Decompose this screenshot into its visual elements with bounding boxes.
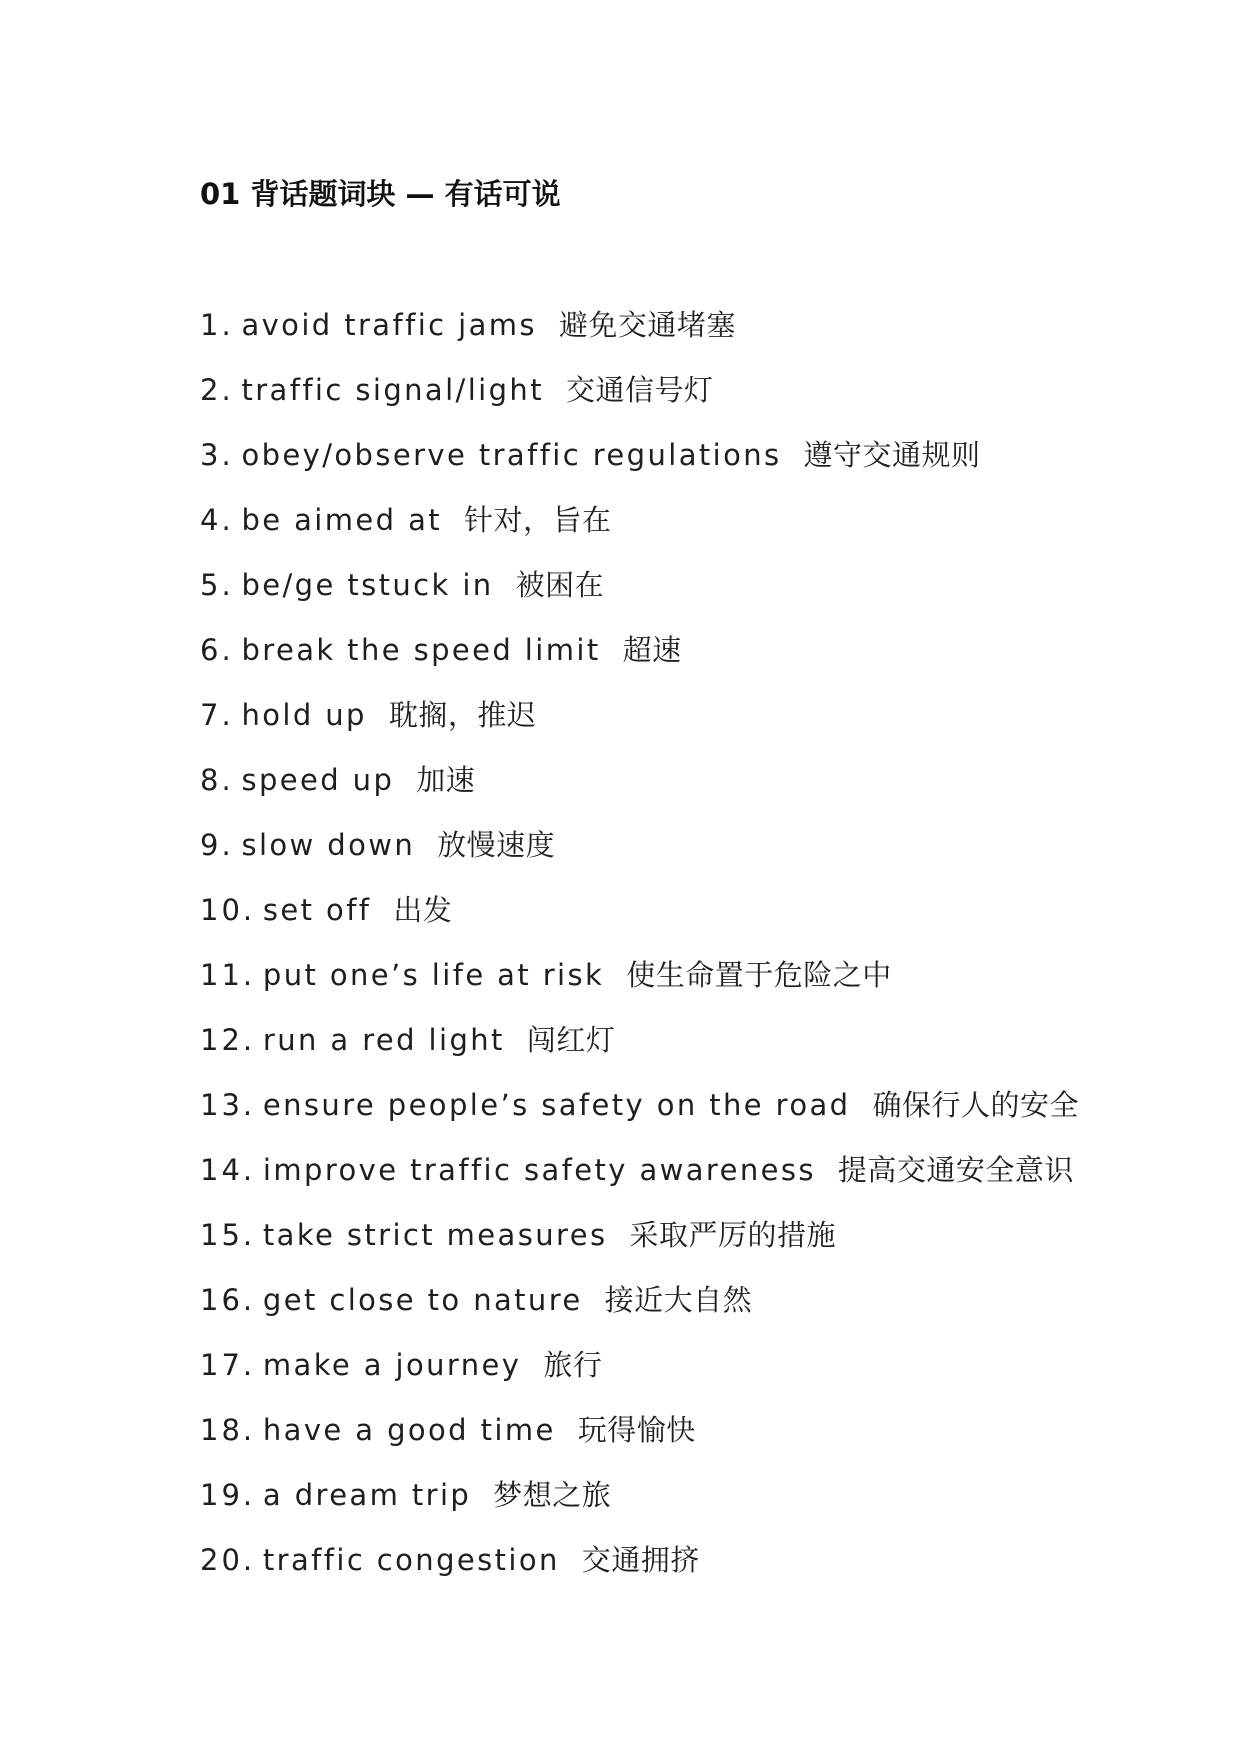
chinese-translation: 加速 [416, 763, 476, 797]
number-separator: . [242, 1543, 253, 1577]
english-phrase: break the speed limit [241, 633, 601, 667]
item-number: 18 [200, 1413, 243, 1447]
item-number: 5 [200, 568, 222, 602]
item-number: 6 [200, 633, 222, 667]
vocab-item [200, 500, 1079, 565]
item-number: 9 [200, 828, 222, 862]
page-title: 01 背话题词块 — 有话可说 [200, 177, 561, 211]
english-phrase: speed up [241, 763, 395, 797]
item-number: 11 [200, 958, 243, 992]
chinese-translation: 玩得愉快 [577, 1413, 696, 1447]
chinese-translation: 针对，旨在 [464, 503, 612, 537]
item-number: 16 [200, 1283, 243, 1317]
item-number: 7 [200, 698, 222, 732]
english-phrase: run a red light [262, 1023, 505, 1057]
english-phrase: hold up [241, 698, 367, 732]
chinese-translation: 接近大自然 [604, 1283, 753, 1317]
number-separator: . [242, 893, 253, 927]
vocab-item [200, 1280, 1079, 1345]
chinese-translation: 采取严厉的措施 [629, 1218, 836, 1252]
number-separator: . [242, 1283, 253, 1317]
english-phrase: get close to nature [262, 1283, 583, 1317]
number-separator: . [221, 633, 231, 667]
vocab-item [200, 955, 1079, 1020]
vocab-item [200, 760, 1079, 825]
english-phrase: put one’s life at risk [262, 958, 605, 992]
item-number: 4 [200, 503, 222, 537]
english-phrase: have a good time [262, 1413, 556, 1447]
vocab-item [200, 1345, 1079, 1410]
item-number: 10 [200, 893, 243, 927]
item-number: 14 [200, 1153, 243, 1187]
item-number: 2 [200, 373, 222, 407]
vocab-item [200, 305, 1079, 370]
item-number: 17 [200, 1348, 243, 1382]
item-number: 12 [200, 1023, 243, 1057]
vocab-list [200, 305, 1079, 1605]
vocab-item [200, 825, 1079, 890]
number-separator: . [242, 1413, 253, 1447]
item-number: 20 [200, 1543, 243, 1577]
english-phrase: be/ge tstuck in [241, 568, 494, 602]
item-number: 1 [200, 308, 222, 342]
number-separator: . [221, 568, 231, 602]
english-phrase: a dream trip [262, 1478, 472, 1512]
item-number: 3 [200, 438, 222, 472]
english-phrase: avoid traffic jams [241, 308, 537, 342]
number-separator: . [242, 1088, 253, 1122]
english-phrase: be aimed at [241, 503, 443, 537]
english-phrase: set off [262, 893, 372, 927]
chinese-translation: 避免交通堵塞 [558, 308, 736, 342]
number-separator: . [242, 1478, 253, 1512]
number-separator: . [221, 763, 231, 797]
vocab-item [200, 565, 1079, 630]
chinese-translation: 超速 [622, 633, 682, 667]
number-separator: . [221, 503, 231, 537]
vocab-item [200, 1540, 1079, 1605]
english-phrase: traffic congestion [262, 1543, 560, 1577]
number-separator: . [242, 1153, 253, 1187]
vocab-item [200, 1020, 1079, 1085]
number-separator: . [221, 373, 231, 407]
vocab-item [200, 1475, 1079, 1540]
english-phrase: improve traffic safety awareness [262, 1153, 816, 1187]
vocab-item [200, 1150, 1079, 1215]
english-phrase: ensure people’s safety on the road [262, 1088, 851, 1122]
item-number: 19 [200, 1478, 243, 1512]
vocab-item [200, 1410, 1079, 1475]
number-separator: . [242, 1218, 253, 1252]
english-phrase: traffic signal/light [241, 373, 544, 407]
number-separator: . [221, 438, 231, 472]
vocab-item [200, 1085, 1079, 1150]
chinese-translation: 闯红灯 [526, 1023, 616, 1057]
vocab-item [200, 1215, 1079, 1280]
chinese-translation: 出发 [393, 893, 453, 927]
english-phrase: make a journey [262, 1348, 522, 1382]
number-separator: . [242, 958, 253, 992]
number-separator: . [221, 308, 231, 342]
chinese-translation: 确保行人的安全 [872, 1088, 1079, 1122]
english-phrase: take strict measures [262, 1218, 608, 1252]
number-separator: . [242, 1348, 253, 1382]
chinese-translation: 旅行 [543, 1348, 603, 1382]
vocab-item [200, 435, 1079, 500]
chinese-translation: 交通信号灯 [565, 373, 714, 407]
vocab-item [200, 630, 1079, 695]
english-phrase: obey/observe traffic regulations [241, 438, 782, 472]
chinese-translation: 被困在 [515, 568, 605, 602]
chinese-translation: 交通拥挤 [581, 1543, 700, 1577]
number-separator: . [221, 828, 231, 862]
item-number: 8 [200, 763, 222, 797]
chinese-translation: 梦想之旅 [493, 1478, 612, 1512]
chinese-translation: 遵守交通规则 [803, 438, 981, 472]
chinese-translation: 使生命置于危险之中 [626, 958, 892, 992]
chinese-translation: 放慢速度 [437, 828, 556, 862]
vocab-item [200, 890, 1079, 955]
vocab-item [200, 370, 1079, 435]
vocab-item [200, 695, 1079, 760]
number-separator: . [242, 1023, 253, 1057]
english-phrase: slow down [241, 828, 416, 862]
chinese-translation: 提高交通安全意识 [837, 1153, 1074, 1187]
item-number: 15 [200, 1218, 243, 1252]
chinese-translation: 耽搁，推迟 [388, 698, 537, 732]
item-number: 13 [200, 1088, 243, 1122]
number-separator: . [221, 698, 231, 732]
